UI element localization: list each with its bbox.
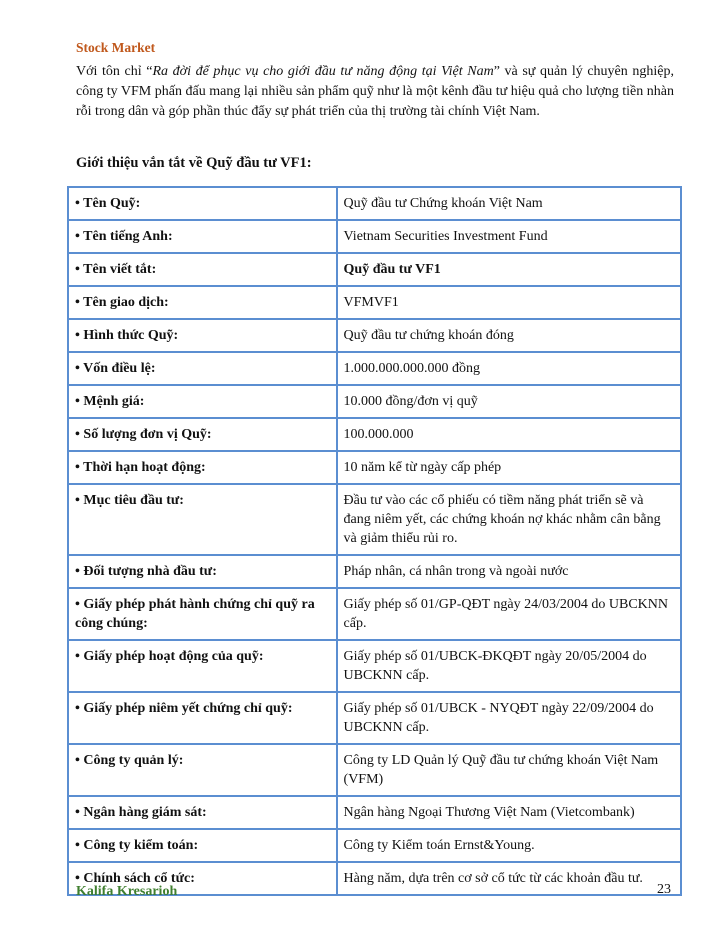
section-title: Giới thiệu vắn tắt về Quỹ đầu tư VF1: [76,155,312,171]
row-value: 1.000.000.000.000 đồng [337,352,681,385]
row-label: • Công ty quản lý: [68,744,337,796]
table-row [68,796,681,829]
row-label: • Ngân hàng giám sát: [68,796,337,829]
row-label: • Công ty kiểm toán: [68,829,337,862]
row-label: • Giấy phép hoạt động của quỹ: [68,640,337,692]
footer-author: Kalifa Kresarioh [76,884,178,899]
row-label: • Tên viết tắt: [68,253,337,286]
row-label: • Hình thức Quỹ: [68,319,337,352]
table-row [68,253,681,286]
row-value: Giấy phép số 01/UBCK - NYQĐT ngày 22/09/2004 do UBCKNN cấp. [337,692,681,744]
table-row [68,352,681,385]
row-label: • Mệnh giá: [68,385,337,418]
row-value: Vietnam Securities Investment Fund [337,220,681,253]
row-value: 100.000.000 [337,418,681,451]
table-row [68,187,681,220]
table-row [68,692,681,744]
row-value: Quỹ đầu tư chứng khoán đóng [337,319,681,352]
table-row [68,484,681,555]
row-label: • Tên Quỹ: [68,187,337,220]
fund-info-table [67,186,682,896]
intro-paragraph [76,62,674,122]
row-value: Quỹ đầu tư VF1 [337,253,681,286]
table-row [68,588,681,640]
page-number: 23 [657,882,671,897]
table-row [68,385,681,418]
page-header: Stock Market [76,40,156,55]
table-row [68,640,681,692]
row-value: 10 năm kể từ ngày cấp phép [337,451,681,484]
row-label: • Tên giao dịch: [68,286,337,319]
row-value: Công ty Kiểm toán Ernst&Young. [337,829,681,862]
intro-slogan: Ra đời để phục vụ cho giới đầu tư năng động tại Việt Nam [152,64,494,79]
intro-prefix: Với tôn chỉ “ [76,64,153,79]
row-value: Công ty LD Quản lý Quỹ đầu tư chứng khoán Việt Nam (VFM) [337,744,681,796]
row-value: Đầu tư vào các cổ phiếu có tiềm năng phát triển sẽ và đang niêm yết, các chứng khoán nợ khác nhằm cân bằng và giảm thiểu rủi ro. [337,484,681,555]
row-value: Giấy phép số 01/GP-QĐT ngày 24/03/2004 do UBCKNN cấp. [337,588,681,640]
table-row [68,220,681,253]
table-row [68,829,681,862]
row-value: VFMVF1 [337,286,681,319]
row-label: • Thời hạn hoạt động: [68,451,337,484]
row-value: Pháp nhân, cá nhân trong và ngoài nước [337,555,681,588]
row-label: • Giấy phép niêm yết chứng chỉ quỹ: [68,692,337,744]
row-value: Giấy phép số 01/UBCK-ĐKQĐT ngày 20/05/2004 do UBCKNN cấp. [337,640,681,692]
row-value: 10.000 đồng/đơn vị quỹ [337,385,681,418]
table-row [68,744,681,796]
row-label: • Giấy phép phát hành chứng chỉ quỹ ra công chúng: [68,588,337,640]
row-label: • Số lượng đơn vị Quỹ: [68,418,337,451]
row-label: • Vốn điều lệ: [68,352,337,385]
row-label: • Đối tượng nhà đầu tư: [68,555,337,588]
row-label: • Mục tiêu đầu tư: [68,484,337,555]
row-value: Hàng năm, dựa trên cơ sở cổ tức từ các khoản đầu tư. [337,862,681,895]
table-row [68,286,681,319]
table-row [68,555,681,588]
intro-suffix: ” và sự quản lý chuyên nghiệp, công ty VFM phấn đấu mang lại nhiều sản phẩm quỹ như là một kênh đầu tư hiệu quả cho lượng tiền nhàn rỗi trong dân và góp phần thúc đẩy sự phát triển của thị trường tài chính Việt Nam. [76,64,674,119]
table-row [68,418,681,451]
row-label: • Chính sách cổ tức: [68,862,337,895]
row-value: Quỹ đầu tư Chứng khoán Việt Nam [337,187,681,220]
row-label: • Tên tiếng Anh: [68,220,337,253]
row-value: Ngân hàng Ngoại Thương Việt Nam (Vietcombank) [337,796,681,829]
table-row [68,319,681,352]
table-row [68,451,681,484]
